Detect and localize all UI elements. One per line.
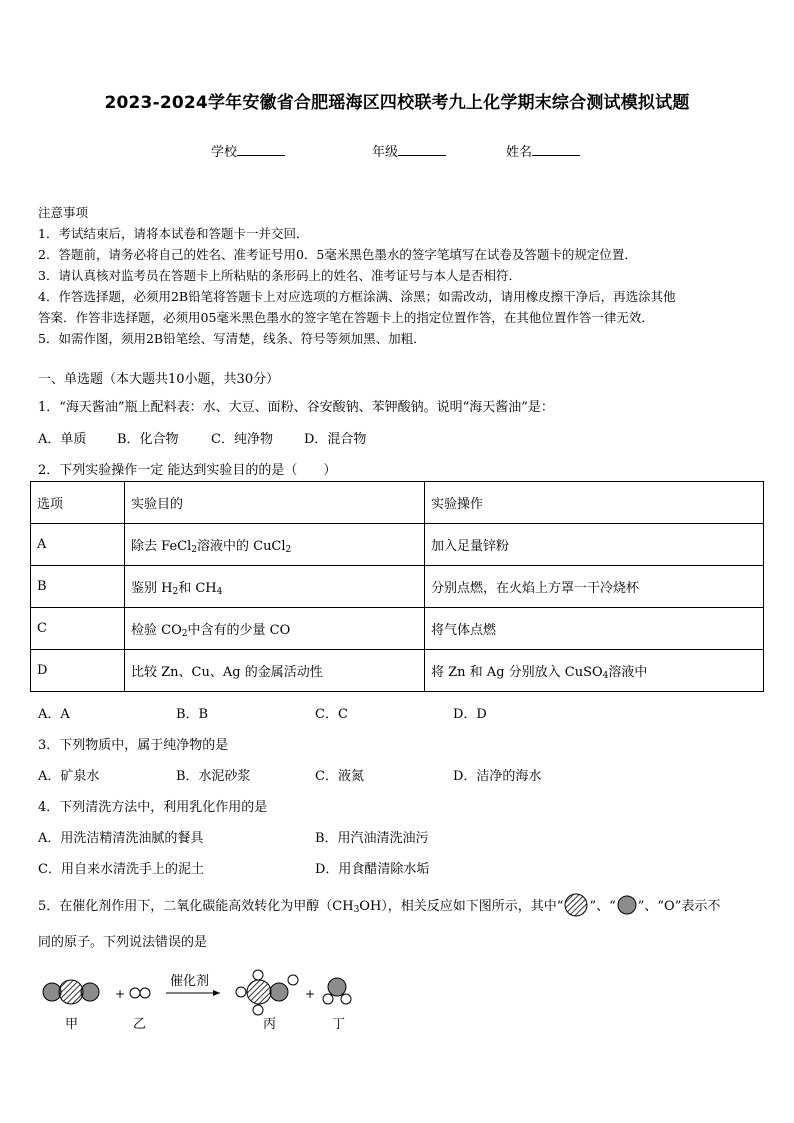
row-purpose: 鉴别 $H_2$和 $CH_4$	[125, 566, 425, 608]
row-operation: 将气体点燃	[425, 608, 764, 650]
question-3-stem: 3．下列物质中，属于纯净物的是	[38, 738, 229, 753]
molecule-yi	[130, 988, 150, 998]
row-key: D	[31, 650, 125, 692]
note-item: 3．请认真核对监考员在答题卡上所粘贴的条形码上的姓名、准考证号与本人是否相符．	[38, 268, 521, 283]
note-item: 答案．作答非选择题，必须用05毫米黑色墨水的签字笔在答题卡上的指定位置作答，在其他位置作答一律无效．	[38, 310, 654, 325]
q3-option-b[interactable]: B．水泥砂浆	[176, 769, 251, 784]
label-ding: 丁	[332, 1017, 346, 1032]
school-field[interactable]	[211, 141, 285, 160]
note-item: 4．作答选择题，必须用2B铅笔将答题卡上对应选项的方框涂满、涂黑；如需改动，请用橡皮擦干净后，再选涂其他	[38, 289, 676, 304]
section-heading: 一、单选题（本大题共10小题，共30分）	[38, 372, 280, 387]
notes-heading: 注意事项	[38, 205, 89, 220]
table-header: 实验目的	[125, 482, 425, 524]
question-2-stem: 2．下列实验操作一定 能达到实验目的的是（ ）	[38, 463, 337, 478]
table-header-row	[31, 482, 764, 524]
molecule-bing	[236, 970, 298, 1015]
row-key: A	[31, 524, 125, 566]
table-header: 实验操作	[425, 482, 764, 524]
experiment-table	[30, 481, 764, 692]
note-item: 5．如需作图，须用2B铅笔绘、写清楚，线条、符号等须加黑、加粗．	[38, 331, 426, 346]
row-key: C	[31, 608, 125, 650]
name-field[interactable]	[506, 141, 580, 160]
q1-option-c[interactable]: C．纯净物	[211, 432, 273, 447]
q2-option-b[interactable]: B．B	[176, 707, 209, 722]
reaction-diagram	[36, 966, 366, 1038]
row-operation: 分别点燃，在火焰上方罩一干冷烧杯	[425, 566, 764, 608]
q2-option-c[interactable]: C．C	[315, 707, 348, 722]
label-bing: 丙	[263, 1017, 277, 1032]
grade-blank[interactable]	[398, 143, 446, 156]
molecule-ding	[323, 978, 351, 1004]
question-1-stem: 1．“海天酱油”瓶上配料表：水、大豆、面粉、谷安酸钠、苯钾酸钠。说明“海天酱油”是：	[38, 400, 554, 415]
grade-field[interactable]	[372, 141, 446, 160]
hatched-atom-icon	[563, 893, 589, 917]
q4-option-d[interactable]: D．用食醋清除水垢	[315, 862, 430, 877]
q3-option-c[interactable]: C．液氮	[315, 769, 364, 784]
table-header: 选项	[31, 482, 125, 524]
name-blank[interactable]	[532, 143, 580, 156]
q2-option-a[interactable]: A．A	[38, 707, 70, 722]
row-key: B	[31, 566, 125, 608]
row-purpose: 除去 FeCl$_2$溶液中的 CuCl$_2$	[125, 524, 425, 566]
q1-option-d[interactable]: D．混合物	[304, 432, 367, 447]
school-blank[interactable]	[237, 143, 285, 156]
table-row	[31, 608, 764, 650]
row-operation: 加入足量锌粉	[425, 524, 764, 566]
grade-label: 年级	[372, 145, 399, 160]
row-purpose: 检验 $CO_2$中含有的少量 CO	[125, 608, 425, 650]
table-row	[31, 650, 764, 692]
row-purpose: 比较 Zn、Cu、Ag 的金属活动性	[125, 650, 425, 692]
arrowhead-icon	[213, 990, 220, 996]
q3-option-d[interactable]: D．洁净的海水	[453, 769, 542, 784]
name-label: 姓名	[506, 145, 533, 160]
row-operation: 将 Zn 和 Ag 分别放入 CuSO$_4$溶液中	[425, 650, 764, 692]
q1-option-a[interactable]: A．单质	[38, 432, 87, 447]
catalyst-label: 催化剂	[170, 974, 210, 989]
label-jia: 甲	[65, 1017, 79, 1032]
q4-option-a[interactable]: A．用洗洁精清洗油腻的餐具	[38, 831, 204, 846]
label-yi: 乙	[133, 1017, 147, 1032]
q1-option-b[interactable]: B．化合物	[117, 432, 179, 447]
q2-option-d[interactable]: D．D	[453, 707, 487, 722]
plus-sign: +	[305, 987, 316, 1001]
q4-option-b[interactable]: B．用汽油清洗油污	[315, 831, 429, 846]
plus-sign: +	[115, 987, 126, 1001]
table-row	[31, 524, 764, 566]
gray-atom-icon	[616, 894, 638, 916]
note-item: 1．考试结束后，请将本试卷和答题卡一并交回．	[38, 226, 309, 241]
question-5-stem: 5．在催化剂作用下，二氧化碳能高效转化为甲醇$(CH_3OH)$，相关反应如下图所示，其中“ ”、“ ”、“O”表示不	[38, 893, 720, 917]
question-4-stem: 4．下列清洗方法中，利用乳化作用的是	[38, 800, 268, 815]
school-label: 学校	[211, 145, 238, 160]
table-row	[31, 566, 764, 608]
molecule-jia	[43, 980, 99, 1004]
note-item: 2．答题前，请务必将自己的姓名、准考证号用0．5毫米黑色墨水的签字笔填写在试卷及答题卡的规定位置．	[38, 247, 637, 262]
q4-option-c[interactable]: C．用自来水清洗手上的泥土	[38, 862, 204, 877]
page-title: 2023-2024学年安徽省合肥瑶海区四校联考九上化学期末综合测试模拟试题	[104, 93, 690, 113]
q3-option-a[interactable]: A．矿泉水	[38, 769, 100, 784]
question-5-stem-line2: 同的原子。下列说法错误的是	[38, 935, 208, 950]
